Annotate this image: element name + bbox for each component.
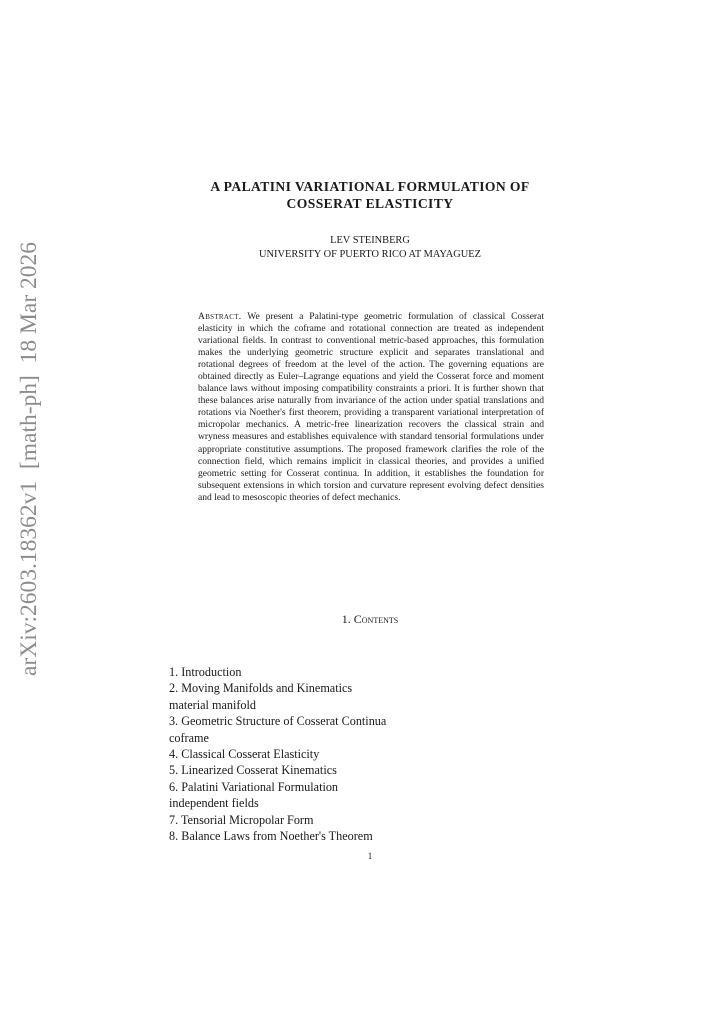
arxiv-identifier-stamp: arXiv:2603.18362v1 [math-ph] 18 Mar 2026 (16, 241, 42, 676)
abstract-label: Abstract. (198, 311, 242, 322)
page-number: 1 (367, 851, 373, 861)
toc-item: independent fields (169, 796, 259, 811)
arxiv-sidebar (12, 241, 52, 676)
table-of-contents (169, 664, 386, 844)
toc-item: 6. Palatini Variational Formulation (169, 779, 339, 794)
toc-item: 8. Balance Laws from Noether's Theorem (169, 829, 373, 844)
paper-title (150, 178, 590, 212)
paper-title-line-2: COSSERAT ELASTICITY (286, 196, 454, 211)
paper-title-line-1: A PALATINI VARIATIONAL FORMULATION OF (210, 179, 530, 194)
toc-item: 1. Introduction (169, 665, 242, 679)
author-block (150, 234, 590, 262)
contents-section-number: 1. (341, 612, 351, 626)
toc-item: 7. Tensorial Micropolar Form (169, 812, 314, 827)
toc-item: 3. Geometric Structure of Cosserat Continua (169, 714, 387, 729)
contents-heading (150, 612, 590, 626)
toc-item: 4. Classical Cosserat Elasticity (169, 747, 320, 762)
author-name: LEV STEINBERG (330, 235, 410, 246)
toc-item: 5. Linearized Cosserat Kinematics (169, 763, 337, 778)
abstract-text: We present a Palatini-type geometric formulation of classical Cosserat elasticity in which the coframe and rotational connection are treated as independent variational fields. In contrast to conventional metric-based approaches, this formulation makes the underlying geometric structure explicit and separates translational and rotational degrees of freedom at the level of the action. The governing equations are obtained directly as Euler–Lagrange equations and yield the Cosserat force and moment balance laws without imposing compatibility constraints a priori. It is further shown that these balances arise naturally from invariance of the action under spatial translations and rotations via Noether's first theorem, providing a transparent variational interpretation of micropolar mechanics. A metric-free linearization recovers the classical strain and wryness measures and establishes equivalence with standard tensorial formulations under appropriate constitutive assumptions. The proposed framework clarifies the role of the connection field, which remains implicit in classical theories, and provides a unified geometric setting for Cosserat continua. In addition, it establishes the foundation for subsequent extensions in which torsion and curvature represent evolving defect densities and lead to mesoscopic theories of defect mechanics. (198, 311, 545, 503)
toc-item: 2. Moving Manifolds and Kinematics (169, 681, 353, 696)
toc-item: material manifold (169, 697, 256, 712)
author-affiliation: UNIVERSITY OF PUERTO RICO AT MAYAGUEZ (259, 249, 481, 260)
contents-section-title: Contents (353, 612, 399, 626)
toc-item: coframe (169, 730, 209, 745)
abstract (198, 311, 544, 504)
